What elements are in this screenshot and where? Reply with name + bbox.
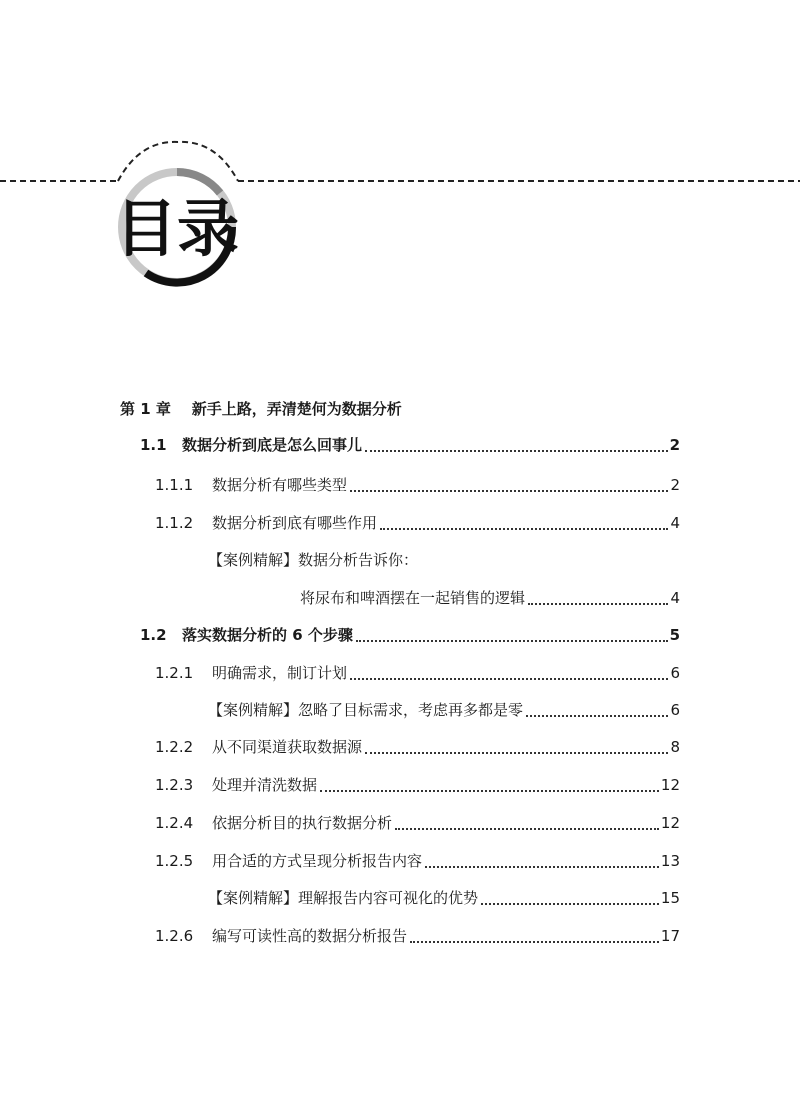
- dot-leader: [526, 713, 668, 717]
- case-prefix: 【案例精解】: [208, 551, 299, 569]
- entry-page: 12: [660, 776, 680, 794]
- toc-entry[interactable]: [300, 587, 680, 609]
- entry-title: 明确需求，制订计划: [212, 664, 348, 682]
- dot-leader: [365, 448, 668, 452]
- case-prefix: 【案例精解】: [208, 701, 299, 719]
- dot-leader: [320, 788, 659, 792]
- entry-number: 1.1.2: [155, 514, 194, 532]
- entry-number: 1.1: [140, 436, 167, 454]
- entry-number: 1.2.2: [155, 738, 194, 756]
- toc-entry[interactable]: [155, 662, 680, 684]
- entry-title: 将尿布和啤酒摆在一起销售的逻辑: [300, 589, 526, 607]
- dot-leader: [425, 864, 659, 868]
- toc-entry[interactable]: [155, 474, 680, 496]
- toc-entry[interactable]: [208, 699, 680, 721]
- dot-leader: [356, 638, 668, 642]
- entry-page: 2: [669, 436, 680, 454]
- entry-number: 1.2.3: [155, 776, 194, 794]
- chapter-title: 新手上路，弄清楚何为数据分析: [191, 400, 402, 418]
- toc-entry[interactable]: [155, 812, 680, 834]
- entry-number: 1.2.4: [155, 814, 194, 832]
- entry-number: 1.2.6: [155, 927, 194, 945]
- entry-page: 13: [660, 852, 680, 870]
- toc-title-glyph: 目录: [114, 192, 240, 265]
- toc-entry[interactable]: [155, 512, 680, 534]
- entry-page: 15: [660, 889, 680, 907]
- entry-page: 4: [670, 514, 680, 532]
- toc-entry[interactable]: [140, 434, 680, 456]
- chapter-label: 第 1 章: [120, 400, 171, 418]
- entry-title: 处理并清洗数据: [212, 776, 318, 794]
- dot-leader: [395, 826, 659, 830]
- entry-number: 1.2.1: [155, 664, 194, 682]
- dot-leader: [528, 601, 668, 605]
- dot-leader: [350, 488, 668, 492]
- entry-title: 数据分析告诉你：: [298, 551, 419, 569]
- dot-leader: [365, 750, 668, 754]
- entry-page: 17: [660, 927, 680, 945]
- toc-entry[interactable]: [155, 736, 680, 758]
- entry-title: 忽略了目标需求，考虑再多都是零: [298, 701, 524, 719]
- toc-entry[interactable]: [155, 925, 680, 947]
- entry-title: 数据分析到底有哪些作用: [212, 514, 378, 532]
- dot-leader: [410, 939, 659, 943]
- entry-title: 依据分析目的执行数据分析: [212, 814, 393, 832]
- entry-page: 4: [670, 589, 680, 607]
- dot-leader: [350, 676, 668, 680]
- dot-leader: [380, 526, 668, 530]
- dot-leader: [481, 901, 659, 905]
- entry-title: 数据分析到底是怎么回事儿: [182, 436, 363, 454]
- entry-page: 6: [670, 701, 680, 719]
- entry-number: 1.2.5: [155, 852, 194, 870]
- entry-title: 用合适的方式呈现分析报告内容: [212, 852, 423, 870]
- entry-title: 理解报告内容可视化的优势: [298, 889, 479, 907]
- entry-page: 5: [669, 626, 680, 644]
- toc-entry[interactable]: [155, 774, 680, 796]
- chapter-heading: [120, 398, 402, 419]
- entry-title: 落实数据分析的 6 个步骤: [182, 626, 353, 644]
- entry-title: 数据分析有哪些类型: [212, 476, 348, 494]
- entry-number: 1.1.1: [155, 476, 194, 494]
- toc-entry[interactable]: [208, 887, 680, 909]
- entry-title: 从不同渠道获取数据源: [212, 738, 363, 756]
- entry-page: 8: [670, 738, 680, 756]
- entry-page: 2: [670, 476, 680, 494]
- toc-entry[interactable]: [155, 850, 680, 872]
- toc-entry[interactable]: [140, 624, 680, 646]
- entry-number: 1.2: [140, 626, 167, 644]
- entry-page: 12: [660, 814, 680, 832]
- entry-title: 编写可读性高的数据分析报告: [212, 927, 408, 945]
- case-entry[interactable]: [208, 549, 418, 570]
- case-prefix: 【案例精解】: [208, 889, 299, 907]
- entry-page: 6: [670, 664, 680, 682]
